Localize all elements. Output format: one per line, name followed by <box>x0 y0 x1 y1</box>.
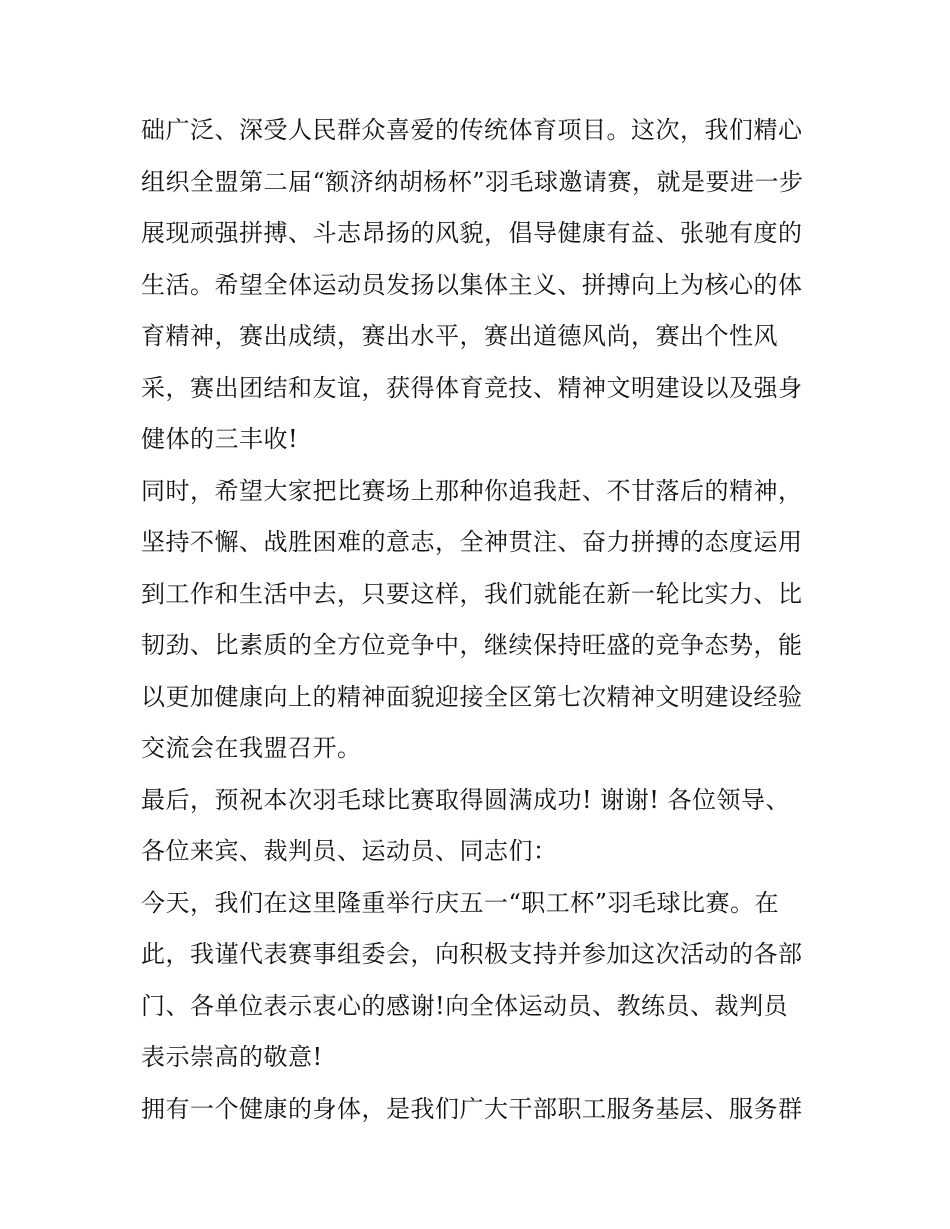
text-line: 最后，预祝本次羽毛球比赛取得圆满成功! 谢谢! 各位领导、 <box>141 785 791 814</box>
text-line: 以更加健康向上的精神面貌迎接全区第七次精神文明建设经验 <box>141 682 803 711</box>
text-line: 育精神，赛出成绩，赛出水平，赛出道德风尚，赛出个性风 <box>141 322 778 350</box>
text-line: 到工作和生活中去，只要这样，我们就能在新一轮比实力、比 <box>141 579 803 608</box>
text-line: 组织全盟第二届“额济纳胡杨杯”羽毛球邀请赛，就是要进一步 <box>141 167 804 196</box>
text-line: 同时，希望大家把比赛场上那种你追我赶、不甘落后的精神， <box>141 476 803 505</box>
text-line: 采，赛出团结和友谊，获得体育竞技、精神文明建设以及强身 <box>141 373 803 402</box>
text-line: 拥有一个健康的身体，是我们广大干部职工服务基层、服务群 <box>141 1094 803 1123</box>
text-line: 坚持不懈、战胜困难的意志，全神贯注、奋力拼搏的态度运用 <box>141 528 803 556</box>
text-line: 交流会在我盟召开。 <box>141 734 362 762</box>
text-line: 健体的三丰收! <box>141 425 299 453</box>
text-line: 础广泛、深受人民群众喜爱的传统体育项目。这次，我们精心 <box>141 116 803 144</box>
text-line: 门、各单位表示衷心的感谢!向全体运动员、教练员、裁判员 <box>141 991 789 1020</box>
text-line: 生活。希望全体运动员发扬以集体主义、拼搏向上为核心的体 <box>141 270 803 299</box>
text-line: 此，我谨代表赛事组委会，向积极支持并参加这次活动的各部 <box>141 940 803 968</box>
body-text <box>141 105 821 1135</box>
text-line: 韧劲、比素质的全方位竞争中，继续保持旺盛的竞争态势，能 <box>141 631 803 659</box>
text-line: 各位来宾、裁判员、运动员、同志们： <box>141 837 558 865</box>
text-line: 展现顽强拼搏、斗志昂扬的风貌，倡导健康有益、张驰有度的 <box>141 219 803 247</box>
text-line: 今天，我们在这里隆重举行庆五一“职工杯”羽毛球比赛。在 <box>141 888 780 917</box>
text-line: 表示崇高的敬意! <box>141 1043 323 1071</box>
